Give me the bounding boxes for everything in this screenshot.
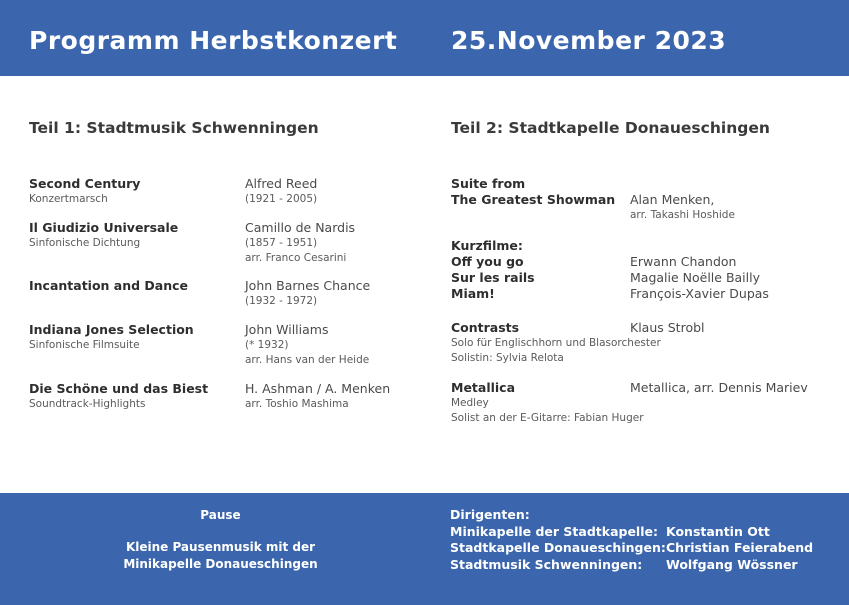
composer-details: (* 1932)	[245, 339, 289, 351]
group-label: Kurzfilme:	[451, 238, 523, 253]
piece-details: Solist an der E-Gitarre: Fabian Huger	[451, 412, 644, 424]
composer-details: arr. Hans van der Heide	[245, 354, 370, 366]
conductors-label: Dirigenten:	[450, 507, 530, 522]
piece-subtitle: Soundtrack-Highlights	[29, 398, 146, 410]
composer-name: John Barnes Chance	[245, 278, 371, 293]
piece-title: Miam!	[451, 286, 495, 301]
composer-details: arr. Toshio Mashima	[245, 398, 349, 410]
composer-details: (1921 - 2005)	[245, 193, 318, 205]
piece-subtitle: Sinfonische Filmsuite	[29, 339, 140, 351]
part1-heading: Teil 1: Stadtmusik Schwenningen	[29, 119, 319, 137]
conductor-name: Wolfgang Wössner	[666, 556, 798, 572]
piece-title: Second Century	[29, 176, 141, 191]
piece-details: Medley	[451, 397, 489, 409]
piece-details: Solo für Englischhorn und Blasorchester	[451, 337, 661, 349]
composer-details: arr. Takashi Hoshide	[630, 209, 735, 221]
composer-details: (1932 - 1972)	[245, 295, 318, 307]
composer-name: John Williams	[245, 322, 329, 337]
composer-name: Alan Menken,	[630, 192, 715, 207]
piece-subtitle: Konzertmarsch	[29, 193, 108, 205]
composer-name: Metallica, arr. Dennis Mariev	[630, 380, 808, 395]
piece-title: Die Schöne und das Biest	[29, 381, 209, 396]
ensemble-name: Stadtkapelle Donaueschingen:	[450, 540, 666, 555]
header-band	[0, 0, 849, 76]
piece-details: Solistin: Sylvia Relota	[451, 352, 564, 364]
composer-name: Alfred Reed	[245, 176, 318, 191]
conductor-row	[450, 557, 813, 574]
composer-name: François-Xavier Dupas	[630, 286, 769, 301]
conductor-name: Christian Feierabend	[666, 540, 814, 555]
program-title: Programm Herbstkonzert	[29, 26, 398, 55]
piece-title: Suite from	[451, 176, 526, 191]
composer-name: H. Ashman / A. Menken	[245, 381, 391, 396]
composer-details: arr. Franco Cesarini	[245, 252, 347, 264]
pause-text: Kleine Pausenmusik mit der	[125, 540, 316, 554]
ensemble-name: Stadtmusik Schwenningen:	[450, 556, 643, 572]
pause-label: Pause	[200, 508, 241, 522]
composer-name: Erwann Chandon	[630, 254, 737, 269]
ensemble-name: Minikapelle der Stadtkapelle:	[450, 523, 658, 539]
footer-band	[0, 493, 849, 605]
piece-title: The Greatest Showman	[451, 192, 616, 207]
piece-title: Off you go	[451, 254, 524, 269]
piece-title: Incantation and Dance	[29, 278, 189, 293]
piece-subtitle: Sinfonische Dichtung	[29, 237, 141, 249]
part2-heading: Teil 2: Stadtkapelle Donaueschingen	[451, 119, 770, 137]
pause-text: Minikapelle Donaueschingen	[123, 557, 318, 571]
concert-date: 25.November 2023	[451, 26, 727, 55]
composer-details: (1857 - 1951)	[245, 237, 318, 249]
conductor-row	[450, 524, 813, 541]
conductor-row	[450, 540, 813, 557]
piece-title: Contrasts	[451, 320, 520, 335]
piece-title: Metallica	[451, 380, 516, 395]
piece-title: Indiana Jones Selection	[29, 322, 194, 337]
composer-name: Camillo de Nardis	[245, 220, 356, 235]
conductor-name: Konstantin Ott	[666, 523, 770, 539]
composer-name: Klaus Strobl	[630, 320, 705, 335]
composer-name: Magalie Noëlle Bailly	[630, 270, 760, 285]
piece-title: Sur les rails	[451, 270, 535, 285]
conductors	[450, 507, 813, 573]
piece-title: Il Giudizio Universale	[29, 220, 179, 235]
